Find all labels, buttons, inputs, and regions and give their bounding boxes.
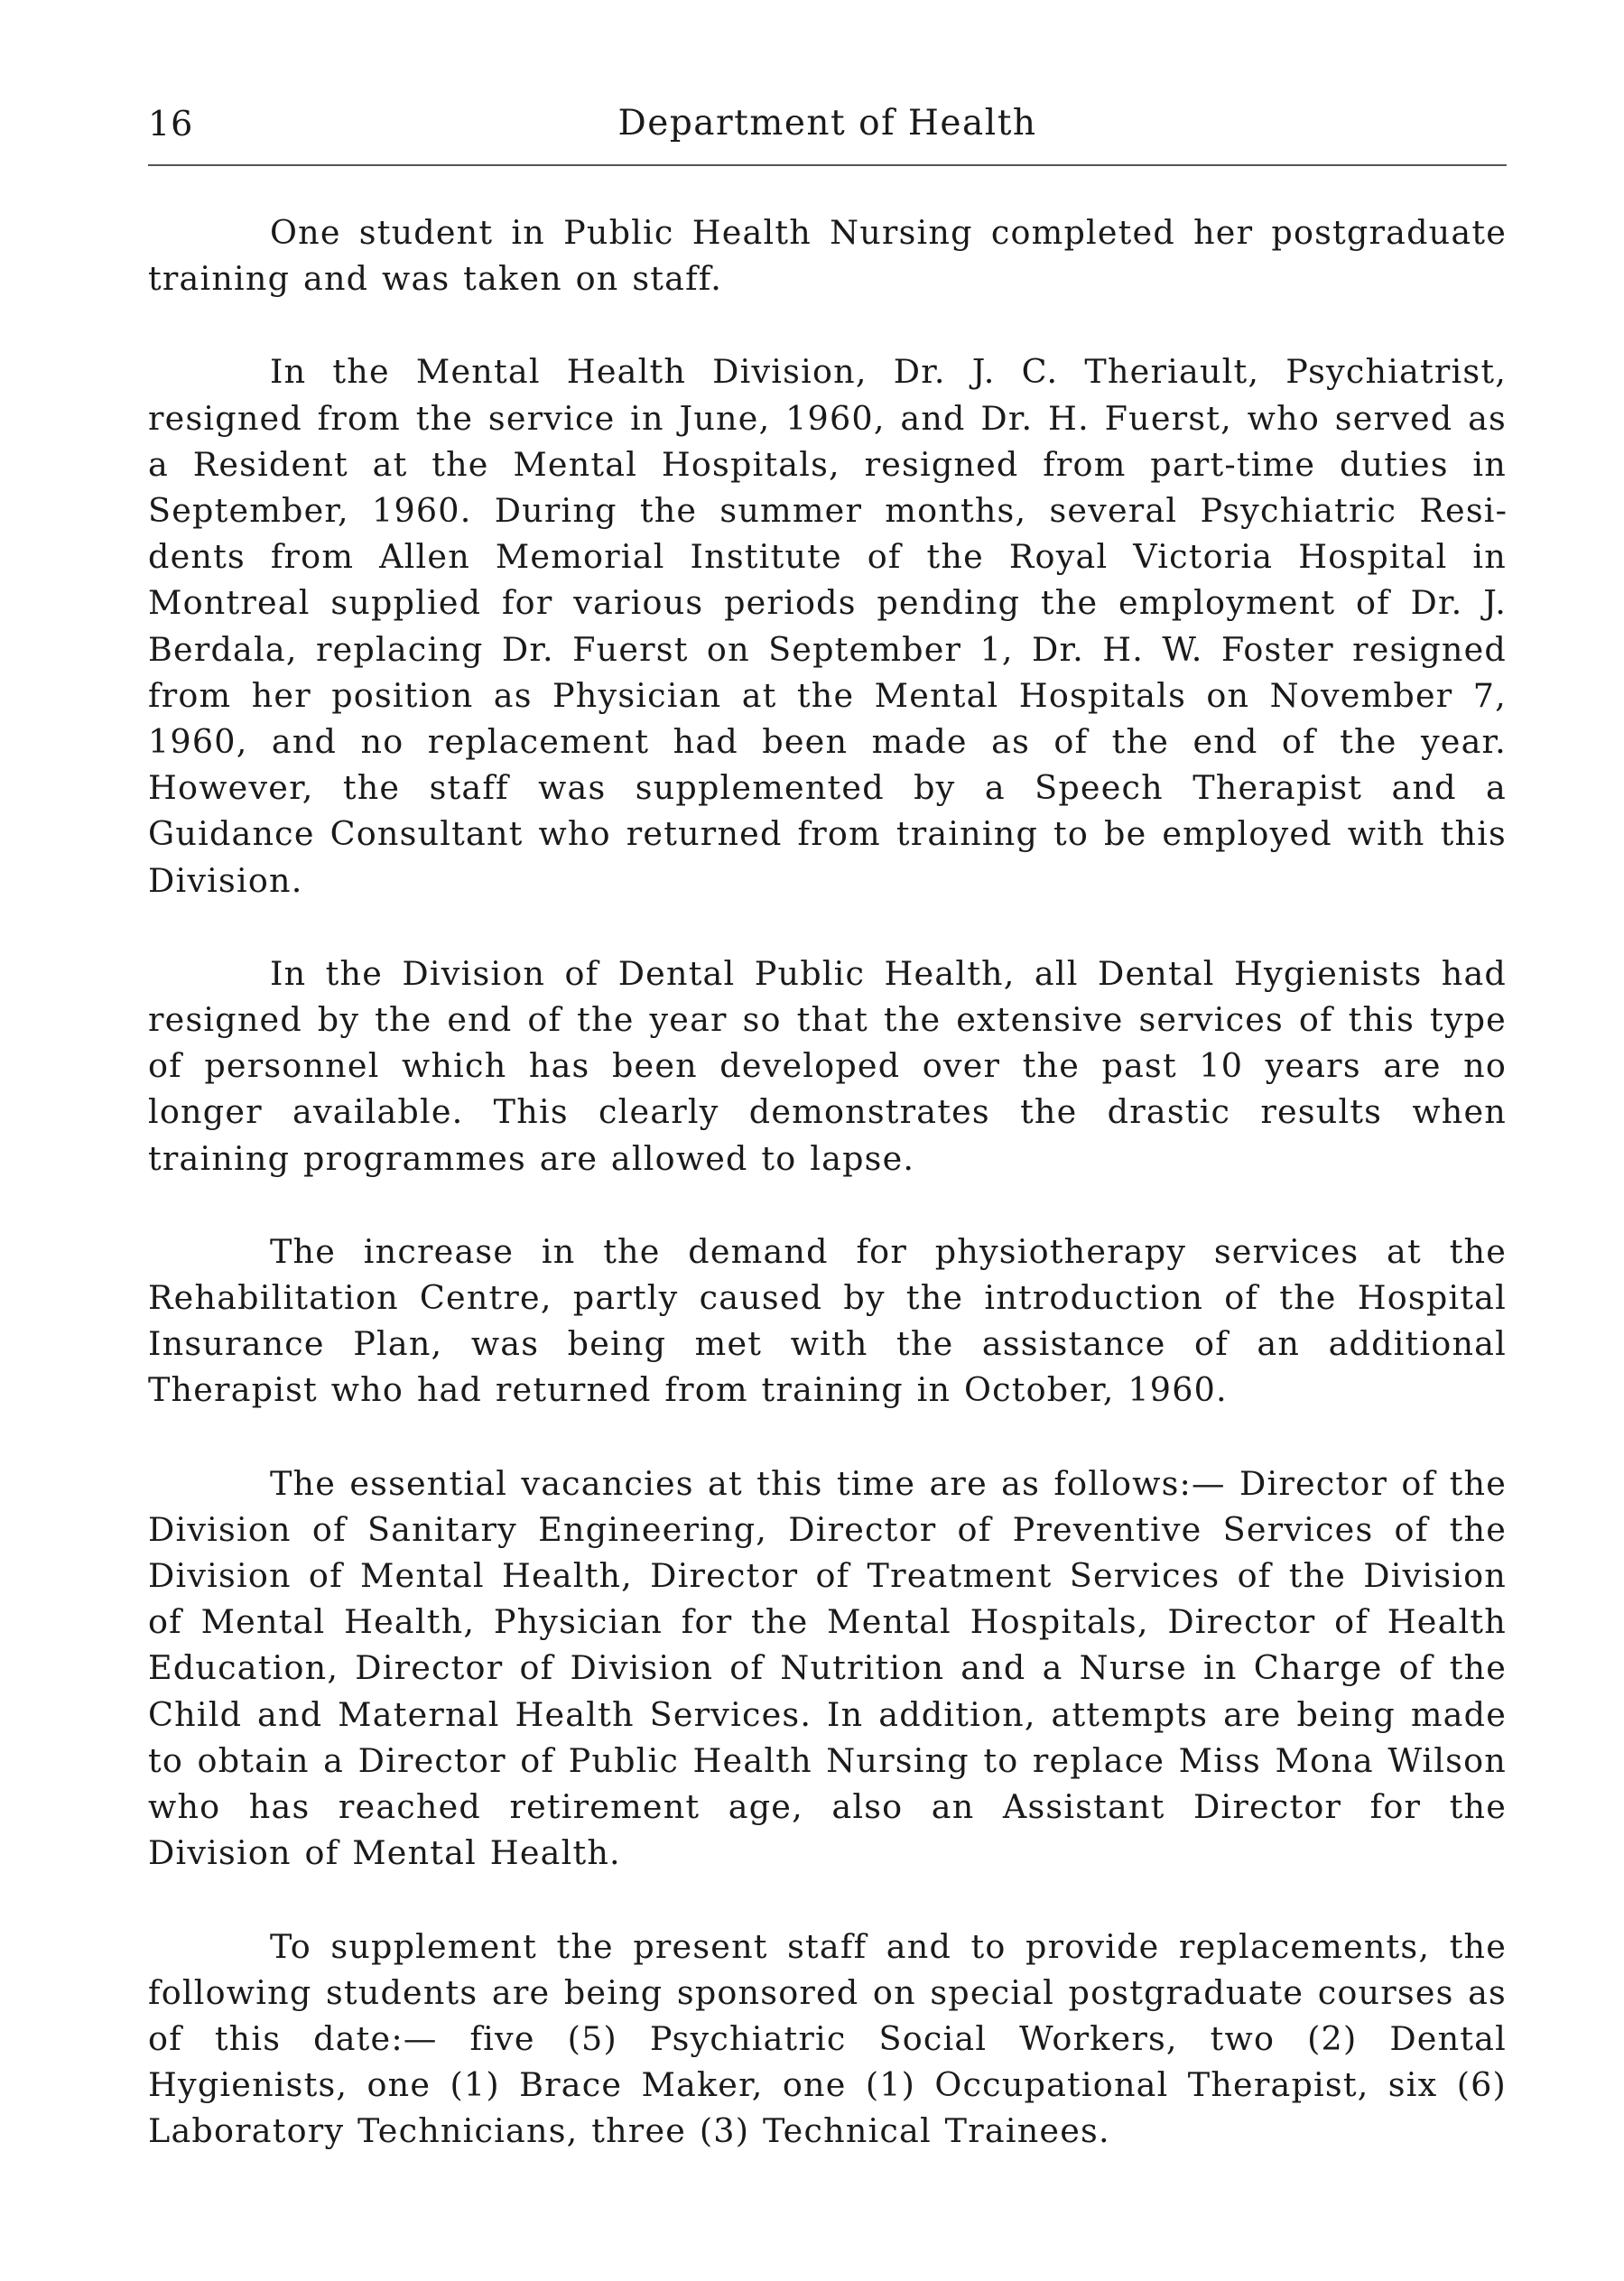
running-head: Department of Health bbox=[617, 103, 1037, 144]
body-text bbox=[148, 209, 1507, 2202]
page-header bbox=[148, 101, 1507, 155]
header-rule bbox=[148, 164, 1507, 166]
paragraph-dental-public-health: In the Division of Dental Public Health, all Dental Hygienists had resigned by the end of the year so that the extensive services of this type of personnel which has been developed over the past 10 years are no longer available. This clearly demonstrates the drastic results when training programmes are allowed to lapse. bbox=[148, 953, 1507, 1178]
paragraph-nursing-student: One student in Public Health Nursing completed her postgraduate training and was taken on staff. bbox=[148, 213, 1507, 299]
paragraph-sponsored-students: To supplement the present staff and to provide replacements, the following students are being sponsored on special postgraduate courses as of this date:— five (5) Psychiatric Social Workers, two (2) Dental Hygienists, one (1) Brace Maker, one (1) Occupational Therapist, six (6) Laboratory Technicians, three (3) Technical Trainees. bbox=[148, 1926, 1507, 2151]
paragraph-mental-health-division: In the Mental Health Division, Dr. J. C. Theriault, Psychiatrist, resigned from the service in June, 1960, and Dr. H. Fuerst, who served as a Resident at the Mental Hospitals, resigned from part-time duties in September, 1960. During the summer months, several Psychiatric Residents from Allen Memorial Institute of the Royal Victoria Hospital in Montreal supplied for various periods pending the employment of Dr. J. Berdala, replacing Dr. Fuerst on September 1, Dr. H. W. Foster resigned from her position as Physician at the Mental Hospitals on November 7, 1960, and no replacement had been made as of the end of the year. However, the staff was supplemented by a Speech Therapist and a Guidance Consultant who returned from training to be employed with this Division. bbox=[148, 352, 1507, 900]
paragraph-essential-vacancies: The essential vacancies at this time are as follows:— Director of the Division of Sanitary Engineering, Director of Preventive Services of the Division of Mental Health, Director of Treatment Services of the Division of Mental Health, Physician for the Mental Hospitals, Director of Health Education, Director of Division of Nutrition and a Nurse in Charge of the Child and Maternal Health Services. In addition, attempts are being made to obtain a Director of Public Health Nursing to replace Miss Mona Wilson who has reached retirement age, also an Assistant Director for the Division of Mental Health. bbox=[148, 1463, 1507, 1873]
paragraph-physiotherapy: The increase in the demand for physiotherapy services at the Rehabilitation Centre, partly caused by the introduction of the Hospital Insurance Plan, was being met with the assistance of an additional Therapist who had returned from training in October, 1960. bbox=[148, 1231, 1507, 1410]
page-number: 16 bbox=[148, 104, 194, 144]
